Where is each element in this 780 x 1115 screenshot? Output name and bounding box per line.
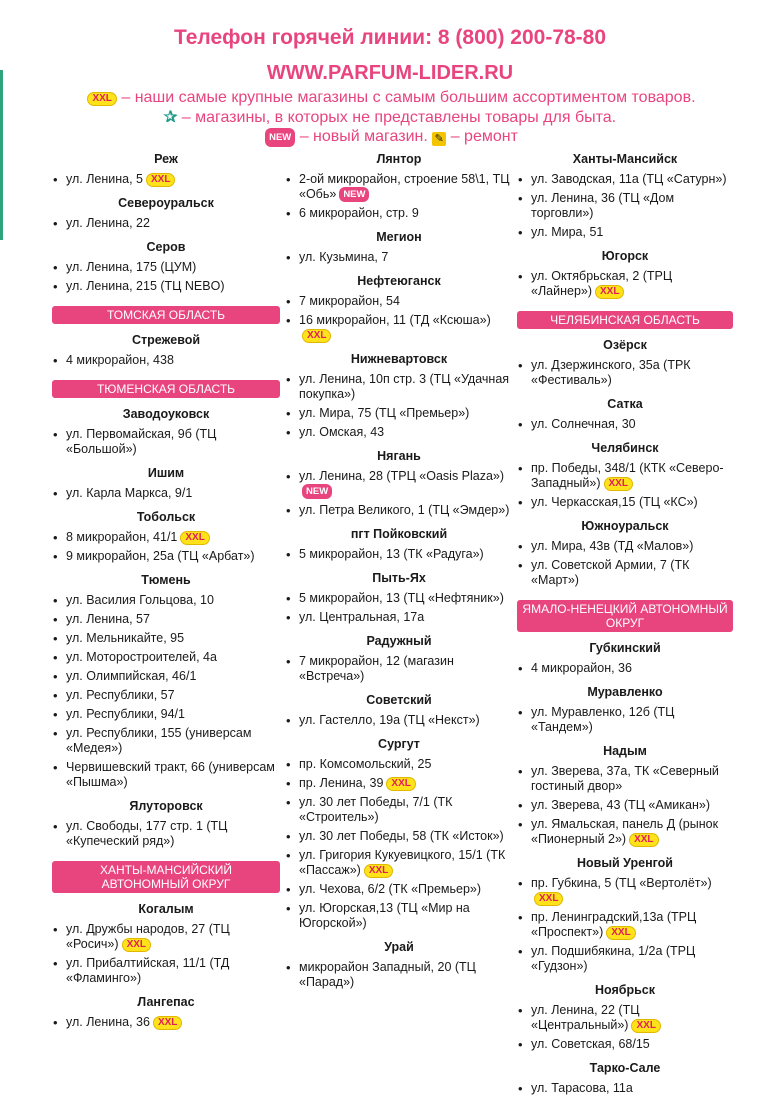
address-text: ул. Омская, 43 xyxy=(299,425,385,439)
address-item xyxy=(52,216,280,231)
column-2 xyxy=(285,150,513,994)
address-item xyxy=(285,503,513,518)
xxl-badge-icon: XXL xyxy=(87,92,116,106)
address-text: ул. Советской Армии, 7 (ТК «Март») xyxy=(531,558,690,587)
address-item xyxy=(517,1003,733,1033)
address-text: 8 микрорайон, 41/1 xyxy=(66,530,178,544)
address-list xyxy=(517,417,733,432)
address-text: микрорайон Западный, 20 (ТЦ «Парад») xyxy=(299,960,476,989)
address-item xyxy=(517,417,733,432)
address-text: ул. Республики, 94/1 xyxy=(66,707,185,721)
xxl-badge-icon: XXL xyxy=(534,892,563,906)
address-text: 7 микрорайон, 54 xyxy=(299,294,400,308)
address-text: ул. Зверева, 37а, ТК «Северный гостиный двор» xyxy=(531,764,719,793)
address-list xyxy=(52,530,280,564)
hotline-phone[interactable]: Телефон горячей линии: 8 (800) 200-78-80 xyxy=(173,26,607,49)
address-text: Червишевский тракт, 66 (универсам «Пышма») xyxy=(66,760,275,789)
city-title: Мегион xyxy=(376,230,422,244)
city-title: Челябинск xyxy=(591,441,659,455)
city-title: Южноуральск xyxy=(581,519,669,533)
address-text: ул. Василия Гольцова, 10 xyxy=(66,593,214,607)
new-badge-icon: NEW xyxy=(302,484,332,499)
city-title: Сатка xyxy=(607,397,643,411)
address-item xyxy=(52,760,280,790)
address-text: ул. Югорская,13 (ТЦ «Мир на Югорской») xyxy=(299,901,470,930)
city-title: Надым xyxy=(603,744,647,758)
address-item xyxy=(517,558,733,588)
address-item xyxy=(517,461,733,491)
address-text: ул. Чехова, 6/2 (ТК «Премьер») xyxy=(299,882,482,896)
address-text: ул. Черкасская,15 (ТЦ «КС») xyxy=(531,495,698,509)
address-list xyxy=(285,960,513,990)
city-title: Урай xyxy=(384,940,414,954)
address-text: ул. 30 лет Победы, 58 (ТК «Исток») xyxy=(299,829,504,843)
address-item xyxy=(285,848,513,878)
address-text: ул. Тарасова, 11а xyxy=(531,1081,633,1095)
address-text: 4 микрорайон, 36 xyxy=(531,661,632,675)
address-item xyxy=(285,795,513,825)
address-item xyxy=(285,610,513,625)
xxl-badge-icon: XXL xyxy=(595,285,624,299)
address-text: ул. Мира, 75 (ТЦ «Премьер») xyxy=(299,406,470,420)
address-item xyxy=(285,713,513,728)
address-text: ул. Моторостроителей, 4а xyxy=(66,650,217,664)
address-text: ул. Ленина, 28 (ТРЦ «Oasis Plaza») xyxy=(299,469,505,483)
address-text: ул. Советская, 68/15 xyxy=(531,1037,650,1051)
address-list xyxy=(285,250,513,265)
xxl-badge-icon: XXL xyxy=(122,938,151,952)
address-list xyxy=(52,427,280,457)
address-item xyxy=(285,406,513,421)
address-text: ул. Зверева, 43 (ТЦ «Амикан») xyxy=(531,798,710,812)
address-item xyxy=(52,956,280,986)
address-text: 5 микрорайон, 13 (ТК «Радуга») xyxy=(299,547,484,561)
address-list xyxy=(517,172,733,240)
xxl-badge-icon: XXL xyxy=(146,173,175,187)
xxl-badge-icon: XXL xyxy=(153,1016,182,1030)
address-text: ул. Ленина, 175 (ЦУМ) xyxy=(66,260,197,274)
city-title: Ялуторовск xyxy=(129,799,203,813)
address-item xyxy=(52,172,280,187)
xxl-badge-icon: XXL xyxy=(606,926,635,940)
address-list xyxy=(517,358,733,388)
address-item xyxy=(52,819,280,849)
city-title: Реж xyxy=(154,152,178,166)
address-text: ул. Олимпийская, 46/1 xyxy=(66,669,197,683)
legend-xxl-text: – наши самые крупные магазины с самым большим ассортиментом товаров. xyxy=(116,89,696,106)
address-list xyxy=(517,269,733,299)
address-list xyxy=(52,172,280,187)
legend-repair-text: – ремонт xyxy=(446,128,518,145)
city-title: Озёрск xyxy=(603,338,647,352)
address-item xyxy=(517,910,733,940)
address-text: ул. Кузьмина, 7 xyxy=(299,250,389,264)
address-list xyxy=(285,172,513,221)
address-item xyxy=(285,776,513,791)
address-text: ул. Первомайская, 9б (ТЦ «Большой») xyxy=(66,427,217,456)
address-text: ул. Петра Великого, 1 (ТЦ «Эмдер») xyxy=(299,503,510,517)
city-title: Ханты-Мансийск xyxy=(572,152,678,166)
address-item xyxy=(52,1015,280,1030)
address-text: 9 микрорайон, 25а (ТЦ «Арбат») xyxy=(66,549,255,563)
address-text: ул. Свободы, 177 стр. 1 (ТЦ «Купеческий ряд») xyxy=(66,819,228,848)
column-1 xyxy=(52,150,280,1034)
legend-new-line xyxy=(0,127,780,147)
legend-star-line xyxy=(0,108,780,127)
city-title: Новый Уренгой xyxy=(577,856,673,870)
address-list xyxy=(285,713,513,728)
address-list xyxy=(517,539,733,588)
address-text: ул. Ленина, 57 xyxy=(66,612,150,626)
address-list xyxy=(517,876,733,974)
address-list xyxy=(52,819,280,849)
address-item xyxy=(285,469,513,499)
city-title: Ноябрьск xyxy=(594,983,656,997)
address-text: 5 микрорайон, 13 (ТЦ «Нефтяник») xyxy=(299,591,504,605)
city-title: Североуральск xyxy=(118,196,214,210)
address-item xyxy=(52,427,280,457)
city-title: Серов xyxy=(146,240,186,254)
repair-icon: ✎ xyxy=(432,132,446,146)
address-list xyxy=(517,461,733,510)
address-text: ул. Республики, 155 (универсам «Медея») xyxy=(66,726,252,755)
address-list xyxy=(52,486,280,501)
address-list xyxy=(285,591,513,625)
address-item xyxy=(285,829,513,844)
address-text: пр. Ленинградский,13а (ТРЦ «Проспект») xyxy=(531,910,697,939)
address-item xyxy=(517,661,733,676)
address-list xyxy=(517,1003,733,1052)
legend-new-text: – новый магазин. xyxy=(295,128,433,145)
address-item xyxy=(285,882,513,897)
city-title: Нягань xyxy=(377,449,421,463)
address-item xyxy=(517,817,733,847)
city-title: Ишим xyxy=(147,466,185,480)
xxl-badge-icon: XXL xyxy=(302,329,331,343)
address-text: ул. Центральная, 17а xyxy=(299,610,425,624)
address-list xyxy=(285,294,513,343)
address-list xyxy=(517,764,733,847)
city-title: Тюмень xyxy=(141,573,191,587)
address-text: пр. Губкина, 5 (ТЦ «Вертолёт») xyxy=(531,876,712,890)
address-item xyxy=(285,960,513,990)
address-item xyxy=(285,547,513,562)
address-item xyxy=(517,225,733,240)
address-text: ул. Гастелло, 19а (ТЦ «Некст») xyxy=(299,713,480,727)
address-list xyxy=(517,1081,733,1096)
address-item xyxy=(52,530,280,545)
address-item xyxy=(52,612,280,627)
xxl-badge-icon: XXL xyxy=(629,833,658,847)
xxl-badge-icon: XXL xyxy=(364,864,393,878)
address-text: пр. Комсомольский, 25 xyxy=(299,757,432,771)
address-item xyxy=(285,250,513,265)
address-item xyxy=(285,757,513,772)
address-item xyxy=(517,705,733,735)
address-text: ул. Солнечная, 30 xyxy=(531,417,636,431)
address-text: ул. Григория Кукуевицкого, 15/1 (ТК «Пассаж») xyxy=(299,848,506,877)
address-list xyxy=(52,216,280,231)
city-title: Нижневартовск xyxy=(350,352,448,366)
address-item xyxy=(52,922,280,952)
address-item xyxy=(285,313,513,343)
city-title: Югорск xyxy=(601,249,649,263)
legend-xxl-line xyxy=(0,88,780,107)
city-title: Тобольск xyxy=(136,510,196,524)
address-list xyxy=(285,469,513,518)
address-text: пр. Победы, 348/1 (КТК «Северо-Западный») xyxy=(531,461,724,490)
address-text: ул. Карла Маркса, 9/1 xyxy=(66,486,193,500)
address-text: ул. Муравленко, 12б (ТЦ «Тандем») xyxy=(531,705,675,734)
address-list xyxy=(52,260,280,294)
city-title: Пыть-Ях xyxy=(372,571,426,585)
city-title: Лянтор xyxy=(376,152,422,166)
xxl-badge-icon: XXL xyxy=(180,531,209,545)
city-title: Стрежевой xyxy=(131,333,201,347)
address-text: ул. Ленина, 5 xyxy=(66,172,144,186)
address-item xyxy=(285,654,513,684)
address-text: ул. Мельникайте, 95 xyxy=(66,631,185,645)
address-text: ул. Заводская, 11а (ТЦ «Сатурн») xyxy=(531,172,727,186)
city-title: Муравленко xyxy=(587,685,663,699)
website-url[interactable]: WWW.PARFUM-LIDER.RU xyxy=(266,62,514,84)
xxl-badge-icon: XXL xyxy=(604,477,633,491)
address-list xyxy=(52,593,280,790)
address-item xyxy=(517,1081,733,1096)
address-item xyxy=(517,191,733,221)
address-text: ул. Ленина, 10п стр. 3 (ТЦ «Удачная покупка») xyxy=(299,372,510,401)
region-header: ЯМАЛО-НЕНЕЦКИЙ АВТОНОМНЫЙ ОКРУГ xyxy=(517,600,733,632)
address-text: 2-ой микрорайон, строение 58\1, ТЦ «Обь» xyxy=(299,172,510,201)
region-header: ТОМСКАЯ ОБЛАСТЬ xyxy=(52,306,280,324)
city-title: Нефтеюганск xyxy=(357,274,441,288)
city-title: Сургут xyxy=(378,737,420,751)
address-item xyxy=(517,495,733,510)
address-text: ул. Ленина, 36 xyxy=(66,1015,150,1029)
address-list xyxy=(285,654,513,684)
address-text: 6 микрорайон, стр. 9 xyxy=(299,206,419,220)
address-item xyxy=(52,631,280,646)
address-text: ул. 30 лет Победы, 7/1 (ТК «Строитель») xyxy=(299,795,453,824)
region-header: ХАНТЫ-МАНСИЙСКИЙ АВТОНОМНЫЙ ОКРУГ xyxy=(52,861,280,893)
address-item xyxy=(517,944,733,974)
city-title: Заводоуковск xyxy=(122,407,210,421)
city-title: пгт Пойковский xyxy=(350,527,448,541)
address-item xyxy=(52,486,280,501)
address-text: пр. Ленина, 39 xyxy=(299,776,384,790)
city-title: Радужный xyxy=(366,634,432,648)
address-text: ул. Дзержинского, 35а (ТРК «Фестиваль») xyxy=(531,358,691,387)
address-text: ул. Ленина, 22 (ТЦ «Центральный») xyxy=(531,1003,640,1032)
address-item xyxy=(517,172,733,187)
address-list xyxy=(285,547,513,562)
address-item xyxy=(285,294,513,309)
address-text: ул. Прибалтийская, 11/1 (ТД «Фламинго») xyxy=(66,956,230,985)
address-item xyxy=(517,539,733,554)
address-text: ул. Мира, 51 xyxy=(531,225,604,239)
city-title: Советский xyxy=(366,693,432,707)
address-item xyxy=(52,260,280,275)
city-title: Тарко-Сале xyxy=(589,1061,661,1075)
address-item xyxy=(52,279,280,294)
address-text: 16 микрорайон, 11 (ТД «Ксюша») xyxy=(299,313,491,327)
new-badge-icon: NEW xyxy=(265,128,295,147)
address-list xyxy=(52,353,280,368)
region-header: ТЮМЕНСКАЯ ОБЛАСТЬ xyxy=(52,380,280,398)
column-3 xyxy=(517,150,733,1100)
address-text: ул. Подшибякина, 1/2а (ТРЦ «Гудзон») xyxy=(531,944,696,973)
address-list xyxy=(52,922,280,986)
address-item xyxy=(517,269,733,299)
address-list xyxy=(517,705,733,735)
address-item xyxy=(52,593,280,608)
xxl-badge-icon: XXL xyxy=(386,777,415,791)
address-text: ул. Мира, 43в (ТД «Малов») xyxy=(531,539,694,553)
address-text: 7 микрорайон, 12 (магазин «Встреча») xyxy=(299,654,454,683)
address-item xyxy=(285,172,513,202)
address-text: ул. Ямальская, панель Д (рынок «Пионерный 2») xyxy=(531,817,719,846)
address-item xyxy=(52,688,280,703)
address-list xyxy=(52,1015,280,1030)
address-text: ул. Ленина, 215 (ТЦ NEBO) xyxy=(66,279,225,293)
address-item xyxy=(52,549,280,564)
address-item xyxy=(52,726,280,756)
address-text: ул. Республики, 57 xyxy=(66,688,175,702)
address-item xyxy=(52,707,280,722)
address-item xyxy=(517,876,733,906)
address-item xyxy=(52,650,280,665)
address-text: ул. Октябрьская, 2 (ТРЦ «Лайнер») xyxy=(531,269,673,298)
new-badge-icon: NEW xyxy=(339,187,369,202)
address-text: ул. Ленина, 36 (ТЦ «Дом торговли») xyxy=(531,191,675,220)
address-list xyxy=(285,372,513,440)
address-list xyxy=(285,757,513,931)
address-item xyxy=(285,591,513,606)
address-text: ул. Ленина, 22 xyxy=(66,216,150,230)
address-item xyxy=(285,372,513,402)
region-header: ЧЕЛЯБИНСКАЯ ОБЛАСТЬ xyxy=(517,311,733,329)
address-item xyxy=(517,1037,733,1052)
address-item xyxy=(517,798,733,813)
xxl-badge-icon: XXL xyxy=(631,1019,660,1033)
city-title: Лангепас xyxy=(137,995,195,1009)
address-item xyxy=(52,669,280,684)
address-item xyxy=(517,764,733,794)
address-list xyxy=(517,661,733,676)
address-item xyxy=(517,358,733,388)
city-title: Когалым xyxy=(138,902,194,916)
address-item xyxy=(285,901,513,931)
address-item xyxy=(285,206,513,221)
address-text: ул. Дружбы народов, 27 (ТЦ «Росич») xyxy=(66,922,230,951)
address-item xyxy=(285,425,513,440)
legend-star-text: – магазины, в которых не представлены товары для быта. xyxy=(177,109,617,126)
star-icon: ✰ xyxy=(163,109,178,126)
address-text: 4 микрорайон, 438 xyxy=(66,353,174,367)
city-title: Губкинский xyxy=(589,641,661,655)
address-item xyxy=(52,353,280,368)
